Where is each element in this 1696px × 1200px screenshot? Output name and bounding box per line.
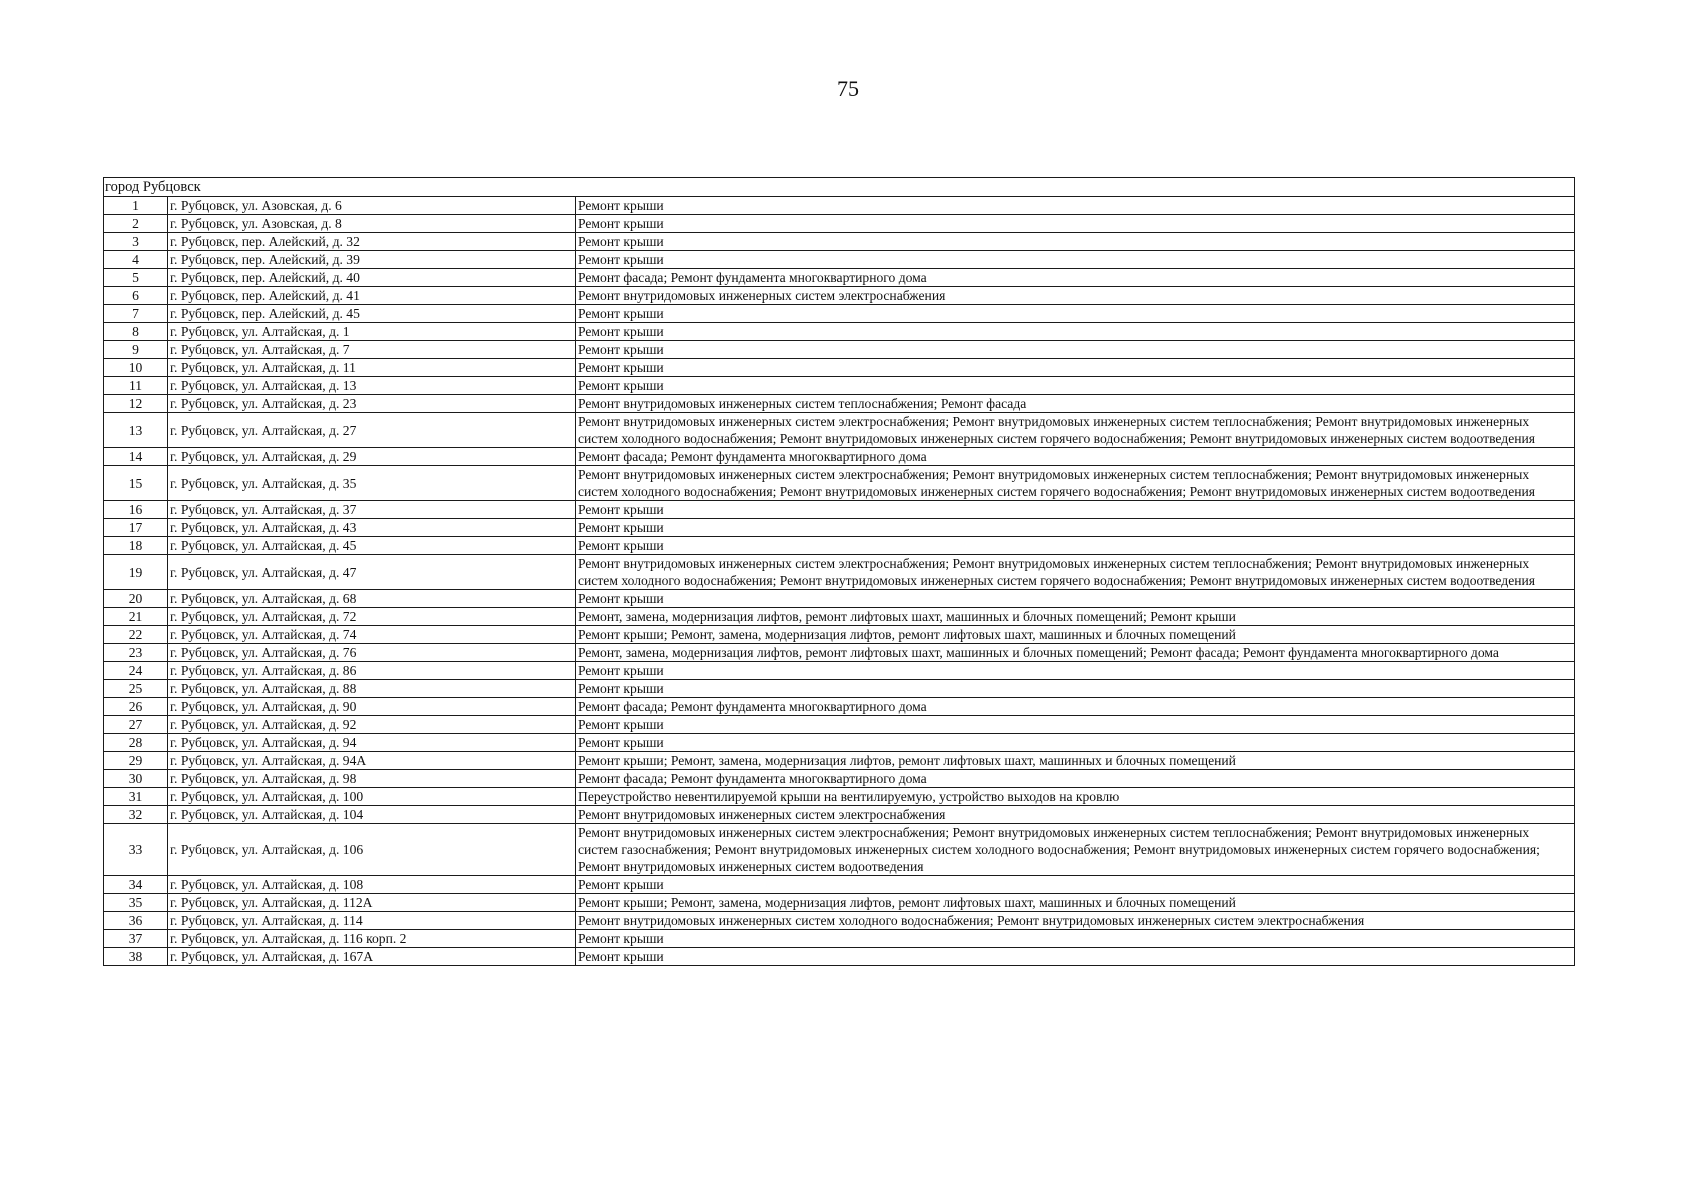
address-cell: г. Рубцовск, ул. Алтайская, д. 7 [168,341,576,359]
row-number-cell: 36 [104,912,168,930]
row-number-cell: 23 [104,644,168,662]
address-cell: г. Рубцовск, ул. Алтайская, д. 76 [168,644,576,662]
table-row [104,555,1575,590]
work-type-cell: Ремонт крыши [576,519,1575,537]
address-cell: г. Рубцовск, ул. Алтайская, д. 108 [168,876,576,894]
table-row [104,770,1575,788]
address-cell: г. Рубцовск, ул. Алтайская, д. 68 [168,590,576,608]
address-cell: г. Рубцовск, ул. Алтайская, д. 167А [168,948,576,966]
row-number-cell: 2 [104,215,168,233]
row-number-cell: 11 [104,377,168,395]
work-type-cell: Ремонт внутридомовых инженерных систем холодного водоснабжения; Ремонт внутридомовых инженерных систем электроснабжения [576,912,1575,930]
work-type-cell: Ремонт крыши [576,197,1575,215]
address-cell: г. Рубцовск, пер. Алейский, д. 40 [168,269,576,287]
address-cell: г. Рубцовск, ул. Алтайская, д. 94А [168,752,576,770]
row-number-cell: 32 [104,806,168,824]
work-type-cell: Ремонт крыши; Ремонт, замена, модернизация лифтов, ремонт лифтовых шахт, машинных и блочных помещений [576,626,1575,644]
repair-register-table [103,177,1575,966]
work-type-cell: Ремонт крыши [576,233,1575,251]
work-type-cell: Ремонт фасада; Ремонт фундамента многоквартирного дома [576,269,1575,287]
address-cell: г. Рубцовск, ул. Алтайская, д. 47 [168,555,576,590]
row-number-cell: 22 [104,626,168,644]
address-cell: г. Рубцовск, ул. Алтайская, д. 23 [168,395,576,413]
table-row [104,466,1575,501]
table-body [104,178,1575,966]
address-cell: г. Рубцовск, ул. Алтайская, д. 86 [168,662,576,680]
table-row [104,359,1575,377]
table-row [104,395,1575,413]
row-number-cell: 35 [104,894,168,912]
table-row [104,752,1575,770]
row-number-cell: 1 [104,197,168,215]
work-type-cell: Ремонт крыши [576,662,1575,680]
address-cell: г. Рубцовск, ул. Алтайская, д. 116 корп. 2 [168,930,576,948]
table-row [104,233,1575,251]
table-row [104,215,1575,233]
table-row [104,698,1575,716]
table-row [104,644,1575,662]
work-type-cell: Ремонт крыши [576,251,1575,269]
address-cell: г. Рубцовск, пер. Алейский, д. 32 [168,233,576,251]
address-cell: г. Рубцовск, ул. Алтайская, д. 13 [168,377,576,395]
work-type-cell: Ремонт фасада; Ремонт фундамента многоквартирного дома [576,448,1575,466]
table-row [104,948,1575,966]
table-row [104,537,1575,555]
address-cell: г. Рубцовск, ул. Алтайская, д. 98 [168,770,576,788]
region-header-cell [104,178,1575,197]
work-type-cell: Ремонт внутридомовых инженерных систем электроснабжения; Ремонт внутридомовых инженерных систем теплоснабжения; Ремонт внутридомовых инженерных систем холодного водоснабжения; Ремонт внутридомовых инженерных систем горячего водоснабжения; Ремонт внутридомовых инженерных систем водоотведения [576,555,1575,590]
work-type-cell: Ремонт крыши [576,537,1575,555]
row-number-cell: 6 [104,287,168,305]
work-type-cell: Ремонт крыши; Ремонт, замена, модернизация лифтов, ремонт лифтовых шахт, машинных и блочных помещений [576,752,1575,770]
table-row [104,197,1575,215]
address-cell: г. Рубцовск, ул. Алтайская, д. 114 [168,912,576,930]
row-number-cell: 9 [104,341,168,359]
region-title: город Рубцовск [105,179,201,195]
address-cell: г. Рубцовск, ул. Алтайская, д. 90 [168,698,576,716]
table-row [104,448,1575,466]
row-number-cell: 14 [104,448,168,466]
address-cell: г. Рубцовск, ул. Алтайская, д. 112А [168,894,576,912]
table-row [104,930,1575,948]
row-number-cell: 28 [104,734,168,752]
work-type-cell: Ремонт крыши [576,359,1575,377]
table-row [104,590,1575,608]
work-type-cell: Ремонт крыши [576,948,1575,966]
table-row [104,680,1575,698]
address-cell: г. Рубцовск, ул. Алтайская, д. 11 [168,359,576,377]
address-cell: г. Рубцовск, ул. Алтайская, д. 94 [168,734,576,752]
address-cell: г. Рубцовск, ул. Алтайская, д. 106 [168,824,576,876]
row-number-cell: 37 [104,930,168,948]
work-type-cell: Ремонт внутридомовых инженерных систем электроснабжения; Ремонт внутридомовых инженерных систем теплоснабжения; Ремонт внутридомовых инженерных систем холодного водоснабжения; Ремонт внутридомовых инженерных систем горячего водоснабжения; Ремонт внутридомовых инженерных систем водоотведения [576,466,1575,501]
work-type-cell: Ремонт фасада; Ремонт фундамента многоквартирного дома [576,698,1575,716]
row-number-cell: 33 [104,824,168,876]
table-row [104,269,1575,287]
address-cell: г. Рубцовск, ул. Алтайская, д. 35 [168,466,576,501]
row-number-cell: 27 [104,716,168,734]
address-cell: г. Рубцовск, ул. Алтайская, д. 27 [168,413,576,448]
work-type-cell: Ремонт крыши [576,930,1575,948]
table-row [104,806,1575,824]
table-row [104,626,1575,644]
row-number-cell: 34 [104,876,168,894]
table-row [104,894,1575,912]
address-cell: г. Рубцовск, ул. Алтайская, д. 37 [168,501,576,519]
work-type-cell: Ремонт крыши [576,590,1575,608]
work-type-cell: Ремонт, замена, модернизация лифтов, ремонт лифтовых шахт, машинных и блочных помещений; Ремонт фасада; Ремонт фундамента многоквартирного дома [576,644,1575,662]
row-number-cell: 16 [104,501,168,519]
address-cell: г. Рубцовск, ул. Алтайская, д. 1 [168,323,576,341]
work-type-cell: Ремонт крыши [576,323,1575,341]
row-number-cell: 29 [104,752,168,770]
row-number-cell: 7 [104,305,168,323]
work-type-cell: Ремонт внутридомовых инженерных систем электроснабжения; Ремонт внутридомовых инженерных систем теплоснабжения; Ремонт внутридомовых инженерных систем холодного водоснабжения; Ремонт внутридомовых инженерных систем горячего водоснабжения; Ремонт внутридомовых инженерных систем водоотведения [576,413,1575,448]
table-row [104,341,1575,359]
table-row [104,501,1575,519]
work-type-cell: Ремонт фасада; Ремонт фундамента многоквартирного дома [576,770,1575,788]
work-type-cell: Ремонт крыши [576,377,1575,395]
table-row [104,734,1575,752]
row-number-cell: 5 [104,269,168,287]
row-number-cell: 3 [104,233,168,251]
address-cell: г. Рубцовск, пер. Алейский, д. 45 [168,305,576,323]
row-number-cell: 25 [104,680,168,698]
row-number-cell: 38 [104,948,168,966]
table-row [104,305,1575,323]
work-type-cell: Ремонт внутридомовых инженерных систем электроснабжения; Ремонт внутридомовых инженерных систем теплоснабжения; Ремонт внутридомовых инженерных систем газоснабжения; Ремонт внутридомовых инженерных систем холодного водоснабжения; Ремонт внутридомовых инженерных систем горячего водоснабжения; Ремонт внутридомовых инженерных систем водоотведения [576,824,1575,876]
address-cell: г. Рубцовск, пер. Алейский, д. 41 [168,287,576,305]
row-number-cell: 18 [104,537,168,555]
address-cell: г. Рубцовск, ул. Алтайская, д. 45 [168,537,576,555]
work-type-cell: Переустройство невентилируемой крыши на вентилируемую, устройство выходов на кровлю [576,788,1575,806]
address-cell: г. Рубцовск, ул. Алтайская, д. 100 [168,788,576,806]
row-number-cell: 12 [104,395,168,413]
row-number-cell: 31 [104,788,168,806]
table-row [104,662,1575,680]
work-type-cell: Ремонт внутридомовых инженерных систем теплоснабжения; Ремонт фасада [576,395,1575,413]
work-type-cell: Ремонт крыши [576,680,1575,698]
row-number-cell: 13 [104,413,168,448]
row-number-cell: 17 [104,519,168,537]
address-cell: г. Рубцовск, пер. Алейский, д. 39 [168,251,576,269]
row-number-cell: 30 [104,770,168,788]
table-row [104,251,1575,269]
row-number-cell: 24 [104,662,168,680]
table-row [104,788,1575,806]
table-row [104,876,1575,894]
page-number: 75 [837,76,859,101]
work-type-cell: Ремонт крыши [576,716,1575,734]
table-row [104,323,1575,341]
address-cell: г. Рубцовск, ул. Алтайская, д. 29 [168,448,576,466]
address-cell: г. Рубцовск, ул. Алтайская, д. 72 [168,608,576,626]
work-type-cell: Ремонт, замена, модернизация лифтов, ремонт лифтовых шахт, машинных и блочных помещений; Ремонт крыши [576,608,1575,626]
address-cell: г. Рубцовск, ул. Алтайская, д. 74 [168,626,576,644]
table-row [104,716,1575,734]
row-number-cell: 21 [104,608,168,626]
address-cell: г. Рубцовск, ул. Алтайская, д. 43 [168,519,576,537]
region-header-row [104,178,1575,197]
row-number-cell: 4 [104,251,168,269]
row-number-cell: 26 [104,698,168,716]
row-number-cell: 15 [104,466,168,501]
work-type-cell: Ремонт крыши [576,215,1575,233]
address-cell: г. Рубцовск, ул. Алтайская, д. 88 [168,680,576,698]
work-type-cell: Ремонт внутридомовых инженерных систем электроснабжения [576,287,1575,305]
table-row [104,912,1575,930]
work-type-cell: Ремонт крыши [576,305,1575,323]
address-cell: г. Рубцовск, ул. Азовская, д. 8 [168,215,576,233]
work-type-cell: Ремонт крыши [576,341,1575,359]
address-cell: г. Рубцовск, ул. Алтайская, д. 92 [168,716,576,734]
table-row [104,413,1575,448]
row-number-cell: 20 [104,590,168,608]
table-row [104,377,1575,395]
work-type-cell: Ремонт крыши [576,501,1575,519]
work-type-cell: Ремонт крыши; Ремонт, замена, модернизация лифтов, ремонт лифтовых шахт, машинных и блочных помещений [576,894,1575,912]
address-cell: г. Рубцовск, ул. Азовская, д. 6 [168,197,576,215]
row-number-cell: 19 [104,555,168,590]
work-type-cell: Ремонт крыши [576,876,1575,894]
table-row [104,608,1575,626]
address-cell: г. Рубцовск, ул. Алтайская, д. 104 [168,806,576,824]
table-row [104,824,1575,876]
table-row [104,519,1575,537]
table-row [104,287,1575,305]
work-type-cell: Ремонт внутридомовых инженерных систем электроснабжения [576,806,1575,824]
row-number-cell: 8 [104,323,168,341]
row-number-cell: 10 [104,359,168,377]
work-type-cell: Ремонт крыши [576,734,1575,752]
